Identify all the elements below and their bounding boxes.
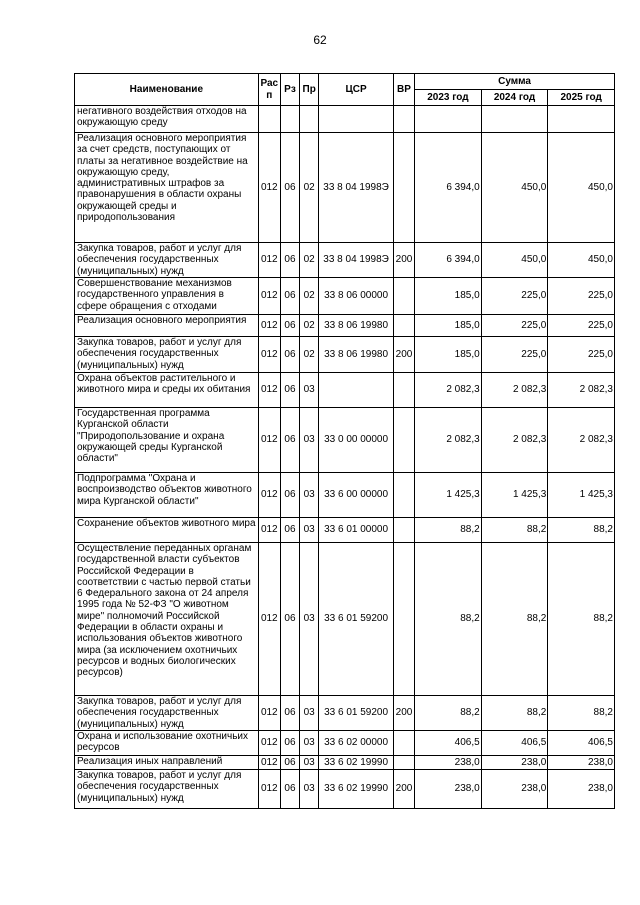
row-rz: 06 [280, 315, 299, 337]
header-csr: ЦСР [319, 74, 394, 106]
row-2024: 88,2 [481, 696, 548, 731]
row-rz: 06 [280, 696, 299, 731]
header-pr: Пр [300, 74, 319, 106]
table-row [75, 518, 615, 543]
row-name: Охрана и использование охотничьих ресурсов [75, 731, 259, 756]
row-2024: 88,2 [481, 518, 548, 543]
row-2024: 238,0 [481, 770, 548, 809]
row-rz: 06 [280, 770, 299, 809]
row-ras: 012 [258, 133, 280, 243]
header-2023: 2023 год [415, 90, 482, 106]
row-rz: 06 [280, 731, 299, 756]
row-rz: 06 [280, 243, 299, 278]
row-2024: 450,0 [481, 243, 548, 278]
row-2025: 88,2 [548, 543, 615, 696]
row-ras: 012 [258, 278, 280, 315]
row-rz: 06 [280, 373, 299, 408]
row-vr [393, 473, 414, 518]
row-ras [258, 106, 280, 133]
row-2025: 2 082,3 [548, 408, 615, 473]
row-name: негативного воздействия отходов на окружающую среду [75, 106, 259, 133]
row-2025: 238,0 [548, 770, 615, 809]
table-row [75, 373, 615, 408]
row-vr: 200 [393, 337, 414, 373]
row-vr: 200 [393, 243, 414, 278]
row-name: Закупка товаров, работ и услуг для обеспечения государственных (муниципальных) нужд [75, 696, 259, 731]
row-name: Совершенствование механизмов государственного управления в сфере обращения с отходами [75, 278, 259, 315]
row-csr: 33 6 02 00000 [319, 731, 394, 756]
table-row [75, 278, 615, 315]
row-2024: 238,0 [481, 756, 548, 770]
header-2025: 2025 год [548, 90, 615, 106]
row-2024: 2 082,3 [481, 408, 548, 473]
row-2025: 2 082,3 [548, 373, 615, 408]
row-vr [393, 315, 414, 337]
row-2024: 2 082,3 [481, 373, 548, 408]
row-vr [393, 756, 414, 770]
row-2025: 225,0 [548, 337, 615, 373]
row-2023: 406,5 [415, 731, 482, 756]
budget-table [74, 73, 615, 809]
table-row [75, 756, 615, 770]
row-2024: 406,5 [481, 731, 548, 756]
page-number: 62 [313, 33, 327, 47]
row-name: Охрана объектов растительного и животного мира и среды их обитания [75, 373, 259, 408]
row-csr: 33 6 01 59200 [319, 543, 394, 696]
row-2025: 225,0 [548, 278, 615, 315]
row-2025: 406,5 [548, 731, 615, 756]
row-pr: 03 [300, 731, 319, 756]
row-csr: 33 6 01 00000 [319, 518, 394, 543]
row-csr: 33 8 04 1998Э [319, 243, 394, 278]
row-pr: 02 [300, 133, 319, 243]
row-2024 [481, 106, 548, 133]
row-2023 [415, 106, 482, 133]
row-vr [393, 543, 414, 696]
row-pr: 02 [300, 278, 319, 315]
row-2024: 225,0 [481, 337, 548, 373]
row-rz: 06 [280, 133, 299, 243]
row-ras: 012 [258, 543, 280, 696]
row-vr [393, 518, 414, 543]
row-2023: 88,2 [415, 518, 482, 543]
row-csr: 33 6 02 19990 [319, 770, 394, 809]
row-pr: 02 [300, 337, 319, 373]
row-2024: 225,0 [481, 278, 548, 315]
row-2023: 185,0 [415, 278, 482, 315]
row-vr: 200 [393, 696, 414, 731]
row-rz: 06 [280, 278, 299, 315]
row-2023: 88,2 [415, 696, 482, 731]
header-vr: ВР [393, 74, 414, 106]
row-pr: 03 [300, 518, 319, 543]
row-2024: 88,2 [481, 543, 548, 696]
row-pr: 02 [300, 315, 319, 337]
row-rz: 06 [280, 756, 299, 770]
table-row [75, 337, 615, 373]
row-csr: 33 0 00 00000 [319, 408, 394, 473]
row-name: Сохранение объектов животного мира [75, 518, 259, 543]
row-2024: 1 425,3 [481, 473, 548, 518]
row-vr [393, 106, 414, 133]
row-ras: 012 [258, 473, 280, 518]
row-csr [319, 373, 394, 408]
row-rz: 06 [280, 518, 299, 543]
row-pr: 03 [300, 408, 319, 473]
row-rz: 06 [280, 337, 299, 373]
row-ras: 012 [258, 756, 280, 770]
row-rz [280, 106, 299, 133]
row-ras: 012 [258, 337, 280, 373]
row-ras: 012 [258, 243, 280, 278]
row-2023: 2 082,3 [415, 373, 482, 408]
row-ras: 012 [258, 696, 280, 731]
row-pr [300, 106, 319, 133]
row-name: Закупка товаров, работ и услуг для обеспечения государственных (муниципальных) нужд [75, 770, 259, 809]
row-2025: 450,0 [548, 133, 615, 243]
row-2023: 238,0 [415, 770, 482, 809]
row-2025: 88,2 [548, 518, 615, 543]
row-name: Государственная программа Курганской области "Природопользование и охрана окружающей среды Курганской области" [75, 408, 259, 473]
row-pr: 03 [300, 543, 319, 696]
row-csr: 33 8 06 19980 [319, 315, 394, 337]
row-pr: 03 [300, 473, 319, 518]
row-2025: 88,2 [548, 696, 615, 731]
table-row [75, 543, 615, 696]
row-2023: 2 082,3 [415, 408, 482, 473]
row-name: Закупка товаров, работ и услуг для обеспечения государственных (муниципальных) нужд [75, 337, 259, 373]
row-pr: 02 [300, 243, 319, 278]
row-name: Закупка товаров, работ и услуг для обеспечения государственных (муниципальных) нужд [75, 243, 259, 278]
row-name: Реализация иных направлений [75, 756, 259, 770]
table-row [75, 696, 615, 731]
table-row [75, 770, 615, 809]
row-ras: 012 [258, 408, 280, 473]
row-2024: 225,0 [481, 315, 548, 337]
row-2023: 88,2 [415, 543, 482, 696]
row-2025: 225,0 [548, 315, 615, 337]
row-2023: 1 425,3 [415, 473, 482, 518]
header-2024: 2024 год [481, 90, 548, 106]
header-ras: Рас п [258, 74, 280, 106]
row-name: Реализация основного мероприятия [75, 315, 259, 337]
row-csr: 33 6 01 59200 [319, 696, 394, 731]
row-vr [393, 373, 414, 408]
row-pr: 03 [300, 770, 319, 809]
table-row [75, 315, 615, 337]
table-row [75, 133, 615, 243]
row-2025 [548, 106, 615, 133]
row-vr: 200 [393, 770, 414, 809]
row-rz: 06 [280, 473, 299, 518]
row-2025: 238,0 [548, 756, 615, 770]
row-ras: 012 [258, 518, 280, 543]
row-2023: 238,0 [415, 756, 482, 770]
row-ras: 012 [258, 373, 280, 408]
table-row [75, 106, 615, 133]
header-name: Наименование [75, 74, 259, 106]
row-2023: 6 394,0 [415, 133, 482, 243]
row-csr: 33 8 04 1998Э [319, 133, 394, 243]
row-2025: 450,0 [548, 243, 615, 278]
row-ras: 012 [258, 731, 280, 756]
row-vr [393, 278, 414, 315]
header-rz: Рз [280, 74, 299, 106]
row-csr [319, 106, 394, 133]
table-row [75, 731, 615, 756]
row-vr [393, 133, 414, 243]
row-pr: 03 [300, 756, 319, 770]
table-row [75, 243, 615, 278]
row-csr: 33 6 02 19990 [319, 756, 394, 770]
row-2024: 450,0 [481, 133, 548, 243]
row-name: Осуществление переданных органам государственной власти субъектов Российской Федерации в соответствии с частью первой статьи 6 Федерального закона от 24 апреля 1995 года № 52-ФЗ "О животном мире" полномочий Российской Федерации в области охраны и использования объектов животного мира (за исключением охотничьих ресурсов и водных биологических ресурсов) [75, 543, 259, 696]
row-vr [393, 731, 414, 756]
row-csr: 33 6 00 00000 [319, 473, 394, 518]
row-rz: 06 [280, 408, 299, 473]
row-csr: 33 8 06 19980 [319, 337, 394, 373]
table-row [75, 473, 615, 518]
row-2023: 185,0 [415, 315, 482, 337]
row-ras: 012 [258, 315, 280, 337]
row-ras: 012 [258, 770, 280, 809]
row-name: Реализация основного мероприятия за счет средств, поступающих от платы за негативное воздействие на окружающую среду, административных штрафов за правонарушения в области охраны окружающей среды и природопользования [75, 133, 259, 243]
row-vr [393, 408, 414, 473]
header-sum: Сумма [415, 74, 615, 90]
row-csr: 33 8 06 00000 [319, 278, 394, 315]
row-pr: 03 [300, 373, 319, 408]
row-name: Подпрограмма "Охрана и воспроизводство объектов животного мира Курганской области" [75, 473, 259, 518]
row-2023: 185,0 [415, 337, 482, 373]
row-2023: 6 394,0 [415, 243, 482, 278]
row-rz: 06 [280, 543, 299, 696]
row-pr: 03 [300, 696, 319, 731]
row-2025: 1 425,3 [548, 473, 615, 518]
table-row [75, 408, 615, 473]
